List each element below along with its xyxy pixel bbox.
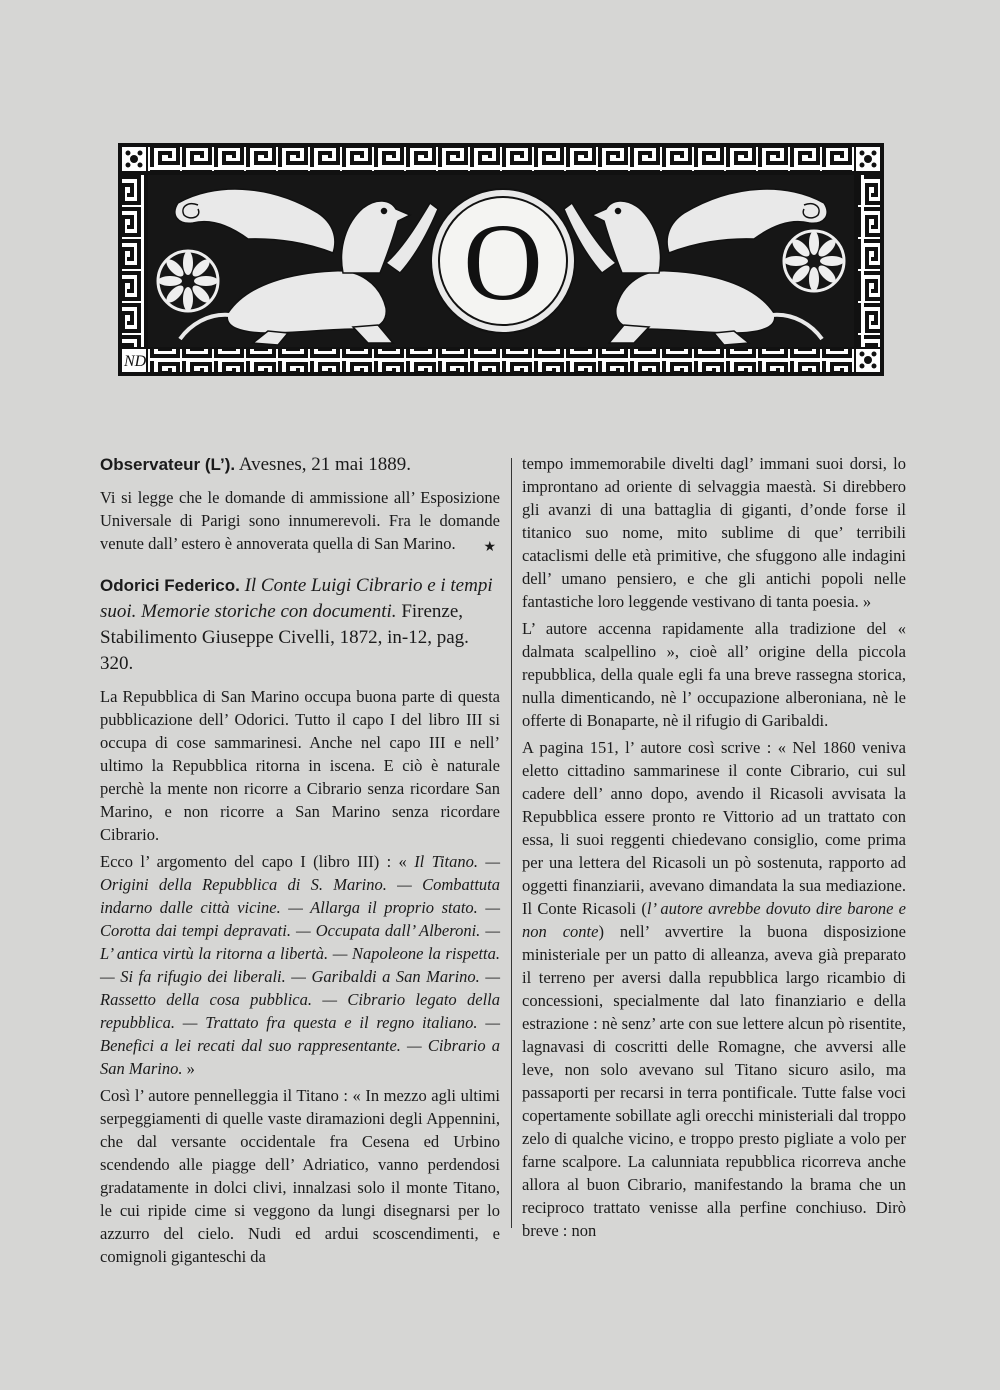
entry-odorici-heading xyxy=(100,573,500,677)
initial-letter: O xyxy=(463,201,543,323)
paragraph: tempo immemorabile divelti dagl’ immani suoi dorsi, lo improntano ad oriente di selvaggia maestà. Si direbbero gli avanzi di una battaglia di giganti, d’onde forse il titanico suo nome, mito sublime di que’ terribili cataclismi delle età primitive, che sfuggono alle indagini dell’ umano pensiero, e che gli antichi popoli nelle fantastiche loro leggende vestivano di tanta poesia. » xyxy=(522,454,906,611)
editorial-note: l’ autore avrebbe dovuto dire barone e non conte xyxy=(522,899,906,941)
right-rosette xyxy=(784,231,844,291)
entry-observateur-body: Vi si legge che le domande di ammissione all’ Esposizione Universale di Parigi sono innumerevoli. Fra le domande venute dall’ estero è annoverata quella di San Marino. xyxy=(100,488,500,553)
paragraph-text: ) nell’ avvertire la buona disposizione ministeriale per un patto di alleanza, aveva già preparato il terreno per aversi dalla repubblica largo ricambio di concessioni, specialmente dal lato finanziario e della estrazione : nè senz’ arte con sue lettere alcun pò risentite, lagnavasi di coscritti delle Romagne, che avversi alle leve, non solo avevano sul Titano sicuro asilo, ma passaporti per recarsi in terra pontificale. Tutte false voci copertamente sobillate agli orecchi ministeriali dal troppo zelo di qualche vicino, e troppo presto pigliate a volo per farne scalpore. La calunniata repubblica ricorreva anche allora al buon Cibrario, manifestando la brama che un reciproco trattato venisse alla perfine conchiuso. Dirò breve : non xyxy=(522,922,907,1240)
left-column xyxy=(100,452,500,1272)
argument-close: » xyxy=(186,1059,195,1078)
book-title: Il Conte Luigi Cibrario e i tempi suoi. Memorie storiche con documenti. xyxy=(100,575,493,622)
chapter-argument xyxy=(100,850,500,1080)
entry-name: Observateur (L’). xyxy=(100,455,236,474)
entry-observateur-heading xyxy=(100,452,500,478)
star-ornament: ★ xyxy=(483,540,496,555)
paragraph xyxy=(522,736,906,1242)
argument-intro: Ecco l’ argomento del capo I (libro III) : « xyxy=(100,852,407,871)
initial-medallion xyxy=(431,189,575,333)
paragraph: Così l’ autore pennelleggia il Titano : « In mezzo agli ultimi serpeggiamenti di quelle vaste diramazioni degli Appennini, che dal versante occidentale fra Cesena ed Urbino scendendo alle piagge dell’ Adriatico, vanno perdendosi gradatamente in dolci clivi, innalzasi solo il monte Titano, le cui ripide cime si veggono da lungi disegnarsi per lo azzurro del cielo. Nudi ed ardui scoscendimenti, e comignoli giganteschi da xyxy=(100,1086,500,1266)
right-column xyxy=(522,452,906,1246)
griffin-banner-illustration xyxy=(118,143,884,376)
argument-list: Il Titano. — Origini della Repubblica di S. Marino. — Combattuta indarno dalle città vicine. — Allarga il proprio stato. — Corotta dai tempi depravati. — Occupata dall’ Alberoni. — L’ antica virtù la ritorna a libertà. — Napoleone la rispetta. — Si fa rifugio dei liberali. — Garibaldi a San Marino. — Rassetto della cosa pubblica. — Cibrario legato della repubblica. — Trattato fra questa e il regno italiano. — Benefici a lei recati dal suo rappresentante. — Cibrario a San Marino. xyxy=(100,852,501,1078)
monogram: ND xyxy=(124,353,147,370)
entry-name: Odorici Federico. xyxy=(100,576,240,595)
entry-source: Avesnes, 21 mai 1889. xyxy=(238,454,412,475)
paragraph: La Repubblica di San Marino occupa buona parte di questa pubblicazione dell’ Odorici. Tutto il capo I del libro III si occupa di cose sammarinesi. Anche nel capo III e nell’ ultimo la Repubblica ritorna in iscena. E ciò è naturale perchè la mente non ricorre a Cibrario senza ricordare San Marino, e non ricorre a San Marino senza ricordare Cibrario. xyxy=(100,687,500,844)
left-rosette xyxy=(158,251,218,311)
publication-info: Firenze, Stabilimento Giuseppe Civelli, 1872, in-12, pag. 320. xyxy=(100,601,469,674)
paragraph-text: A pagina 151, l’ autore così scrive : « Nel 1860 veniva eletto cittadino sammarinese il conte Cibrario, cui sul cadere dell’ anno dopo, avendo il Ricasoli avvisata la Repubblica essere pronto re Vittorio ad un trattato con essa, li suoi reggenti chiedevano consiglio, come prima per una lettera del Ricasoli un pò sostenuta, rapporto ad oggetti finanziarii, avevano dimandata la sua mediazione. Il Conte Ricasoli ( xyxy=(522,738,906,918)
decorative-banner xyxy=(118,143,884,376)
paragraph: L’ autore accenna rapidamente alla tradizione del « dalmata scalpellino », cioè all’ origine della piccola repubblica, della quale egli fa una breve rassegna storica, nulla dimenticando, nè l’ occupazione alberoniana, nè le offerte di Bonaparte, nè il rifugio di Garibaldi. xyxy=(522,619,906,730)
column-divider xyxy=(511,458,512,1228)
